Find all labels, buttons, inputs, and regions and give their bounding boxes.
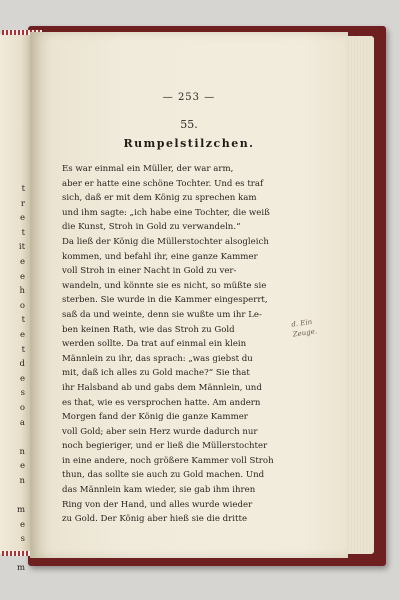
left-text-fragment: t bbox=[21, 184, 25, 194]
page-edges bbox=[344, 36, 374, 554]
left-text-fragment: e bbox=[19, 373, 25, 384]
text-line: kommen, und befahl ihr, eine ganze Kammer bbox=[62, 251, 258, 262]
left-text-fragment: o bbox=[19, 300, 25, 311]
left-text-fragment: a bbox=[19, 417, 25, 428]
text-line: Männlein zu ihr, das sprach: „was giebst du bbox=[62, 353, 253, 364]
text-line: noch begieriger, und er ließ die Müllerstochter bbox=[62, 441, 268, 452]
text-line: die Kunst, Stroh in Gold zu verwandeln.“ bbox=[62, 222, 241, 233]
text-line: saß da und weinte, denn sie wußte um ihr Le- bbox=[62, 309, 262, 320]
text-line: zu Gold. Der König aber hieß sie die dritte bbox=[62, 514, 248, 525]
text-line: das Männlein kam wieder, sie gab ihm ihren bbox=[62, 485, 256, 496]
left-text-fragment: t bbox=[21, 227, 25, 238]
margin-annotation bbox=[291, 316, 318, 339]
left-text-fragment: e bbox=[19, 271, 25, 282]
text-line: und ihm sagte: „ich habe eine Tochter, die weiß bbox=[62, 207, 270, 218]
chapter-number: 55. bbox=[180, 118, 198, 131]
text-line: mit, daß ich alles zu Gold mache?“ Sie that bbox=[62, 368, 250, 379]
left-text-fragment: e bbox=[19, 461, 25, 472]
left-text-fragment: e bbox=[19, 256, 25, 267]
left-text-fragment: m bbox=[16, 563, 25, 574]
text-line: sich, daß er mit dem König zu sprechen kam bbox=[62, 193, 257, 204]
text-line: Da ließ der König die Müllerstochter alsogleich bbox=[62, 236, 269, 247]
left-text-fragment: r bbox=[20, 198, 25, 209]
left-text-fragment: t bbox=[21, 344, 25, 355]
left-text-fragment: s bbox=[20, 388, 25, 399]
text-line: voll Gold; aber sein Herz wurde dadurch nur bbox=[62, 426, 258, 437]
chapter-title: Rumpelstilzchen. bbox=[123, 137, 255, 150]
text-line: sterben. Sie wurde in die Kammer eingesperrt, bbox=[62, 295, 268, 306]
text-line: werden sollte. Da trat auf einmal ein klein bbox=[62, 339, 247, 350]
right-page bbox=[30, 32, 348, 558]
text-line: aber er hatte eine schöne Tochter. Und es traf bbox=[62, 178, 264, 189]
left-text-fragment: h bbox=[19, 286, 25, 297]
page-number: — 253 — bbox=[162, 92, 216, 103]
text-line: thun, das sollte sie auch zu Gold machen. Und bbox=[62, 470, 265, 481]
text-line: voll Stroh in einer Nacht in Gold zu ver- bbox=[62, 266, 237, 277]
left-text-fragment: s bbox=[20, 534, 25, 545]
left-text-fragment bbox=[0, 430, 25, 445]
text-line: ihr Halsband ab und gabs dem Männlein, und bbox=[62, 382, 262, 393]
text-line: Es war einmal ein Müller, der war arm, bbox=[62, 164, 234, 174]
left-text-fragment: e bbox=[19, 329, 25, 340]
left-text-fragment: e bbox=[19, 519, 25, 530]
text-line: ben keinen Rath, wie das Stroh zu Gold bbox=[62, 324, 235, 335]
left-page bbox=[0, 34, 31, 574]
left-text-fragment: o bbox=[19, 402, 25, 413]
left-text-fragment: n bbox=[19, 475, 25, 486]
text-line: Morgen fand der König die ganze Kammer bbox=[62, 412, 248, 423]
annotation-line: d. Ein bbox=[290, 317, 313, 329]
text-line: in eine andere, noch größere Kammer voll Stroh bbox=[62, 455, 274, 466]
annotation-line: Zeuge. bbox=[292, 327, 318, 339]
left-text-fragment: e bbox=[19, 213, 25, 224]
left-text-fragment: t bbox=[21, 315, 25, 326]
left-text-fragment: d bbox=[19, 359, 25, 370]
left-text-fragment: m bbox=[16, 505, 25, 516]
left-text-fragment bbox=[0, 488, 25, 503]
text-line: Ring von der Hand, und alles wurde wieder bbox=[62, 499, 253, 510]
body-text bbox=[62, 162, 324, 527]
left-text-fragment: it bbox=[18, 242, 25, 253]
left-text-fragment: n bbox=[19, 446, 25, 457]
text-line: es that, wie es versprochen hatte. Am andern bbox=[62, 397, 261, 408]
text-line: wandeln, und könnte sie es nicht, so müßte sie bbox=[62, 280, 267, 291]
left-page-text bbox=[0, 182, 30, 576]
